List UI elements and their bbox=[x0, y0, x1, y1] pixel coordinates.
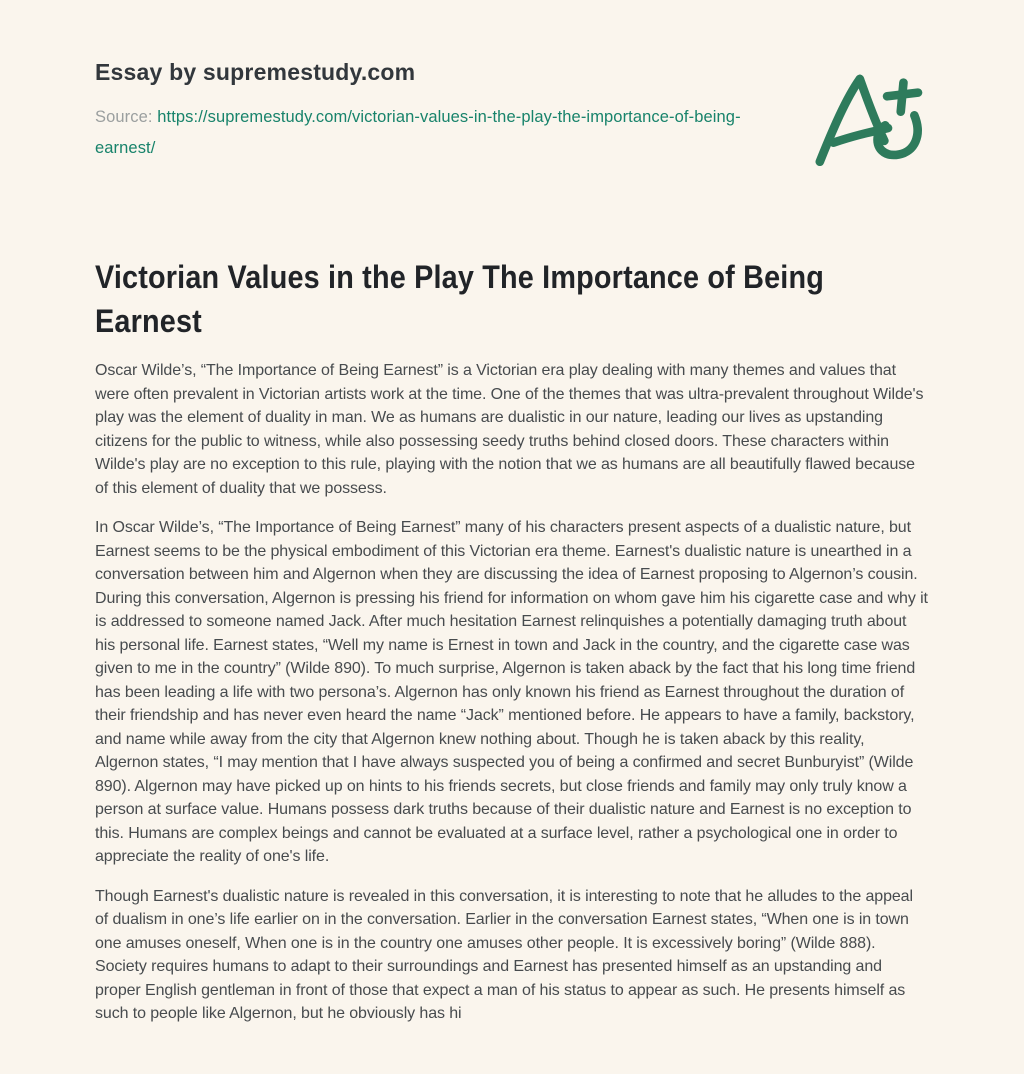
source-label: Source: bbox=[95, 108, 153, 126]
essay-by-heading: Essay by supremestudy.com bbox=[95, 59, 416, 85]
source-link[interactable]: https://supremestudy.com/victorian-values-in-the-play-the-importance-of-being-earnest/ bbox=[95, 108, 741, 157]
masthead-text bbox=[95, 58, 771, 164]
source-line bbox=[95, 102, 771, 164]
masthead bbox=[95, 58, 930, 175]
article-title: Victorian Values in the Play The Importance of Being Earnest bbox=[95, 259, 825, 339]
paragraph-3: Though Earnest's dualistic nature is revealed in this conversation, it is interesting to note that he alludes to the appeal of dualism in one’s life earlier on in the conversation. Earlier in the conversation Earnest states, “When one is in town one amuses oneself, When one is in the country one amuses other people. It is excessively boring” (Wilde 888). Society requires humans to adapt to their surroundings and Earnest has presented himself as an upstanding and proper English gentleman in front of those that expect a man of his status to appear as such. He presents himself as such to people like Algernon, but he obviously has hi bbox=[95, 887, 913, 1022]
paragraph-1: Oscar Wilde’s, “The Importance of Being Earnest” is a Victorian era play dealing with many themes and values that were often prevalent in Victorian artists work at the time. One of the themes that was ultra-prevalent throughout Wilde's play was the element of duality in man. We as humans are dualistic in our nature, leading our lives as upstanding citizens for the public to witness, while also possessing seedy truths behind closed doors. These characters within Wilde's play are no exception to this rule, playing with the notion that we as humans are all beautifully flawed because of this element of duality that we possess. bbox=[95, 362, 924, 497]
a-plus-logo-icon bbox=[808, 68, 928, 175]
article-body bbox=[95, 359, 930, 1026]
paragraph-2: In Oscar Wilde’s, “The Importance of Being Earnest” many of his characters present aspects of a dualistic nature, but Earnest seems to be the physical embodiment of this Victorian era theme. Earnest's dualistic nature is unearthed in a conversation between him and Algernon when they are discussing the idea of Earnest proposing to Algernon’s cousin. During this conversation, Algernon is pressing his friend for information on whom gave him his cigarette case and why it is addressed to someone named Jack. After much hesitation Earnest relinquishes a potentially damaging truth about his personal life. Earnest states, “Well my name is Ernest in town and Jack in the country, and the cigarette case was given to me in the country” (Wilde 890). To much surprise, Algernon is taken aback by the fact that his long time friend has been leading a life with two persona’s. Algernon has only known his friend as Earnest throughout the duration of their friendship and has never even heard the name “Jack” mentioned before. He appears to have a family, backstory, and name while away from the city that Algernon knew nothing about. Though he is taken aback by this reality, Algernon states, “I may mention that I have always suspected you of being a confirmed and secret Bunburyist” (Wilde 890). Algernon may have picked up on hints to his friends secrets, but close friends and family may only truly know a person at surface value. Humans possess dark truths because of their dualistic nature and Earnest is no exception to this. Humans are complex beings and cannot be evaluated at a surface level, rather a psychological one in order to appreciate the reality of one's life. bbox=[95, 519, 928, 865]
